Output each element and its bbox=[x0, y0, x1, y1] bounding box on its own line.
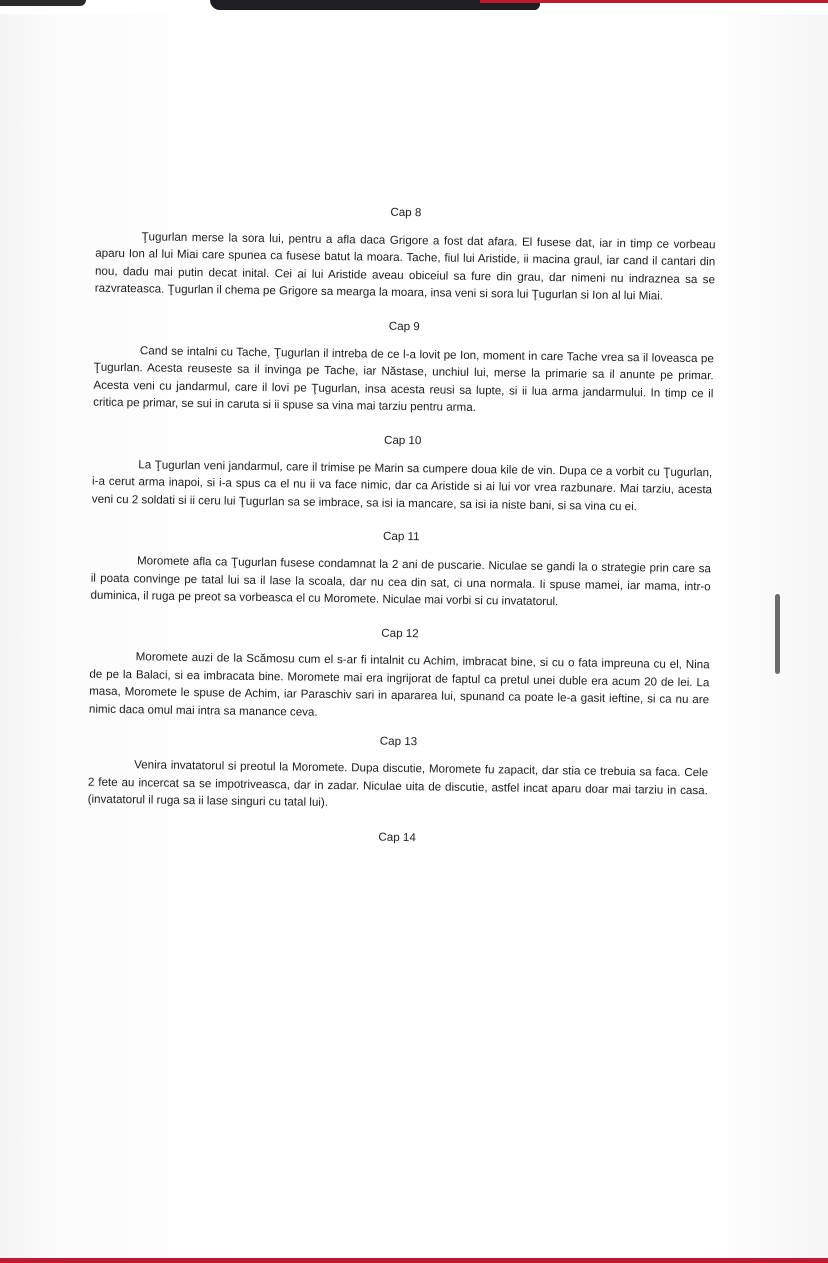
chapter-heading-14: Cap 14 bbox=[378, 830, 416, 845]
chapter-paragraph-13: Venira invatatorul si preotul la Moromete. Dupa discutie, Moromete fu zapacit, dar stia ce trebuia sa faca. Cele 2 fete au incercat sa se impotriveasca, dar in zadar. Niculae uita de discutie, astfel incat aparu doar mai tarziu in casa. (invatatorul il ruga sa ii lase singuri cu tatal lui). bbox=[87, 758, 709, 810]
chapter-heading-10: Cap 10 bbox=[383, 433, 422, 448]
chapter-heading-12: Cap 12 bbox=[381, 626, 419, 640]
chapter-heading-13: Cap 13 bbox=[379, 734, 418, 748]
chapter-paragraph-10: La Ţugurlan veni jandarmul, care il trimise pe Marin sa cumpere doua kile de vin. Dupa ce a vorbit cu Ţugurlan, i-a cerut arma inapoi, si i-a spus ca el nu ii va face nimic, dar ca Aristide si ai lui vor vrea razbunare. Mai tarziu, acesta veni cu 2 soldati si ii ceru lui Ţugurlan sa se imbrace, sa isi ia mancare, sa isi ia niste bani, si sa vina cu ei. bbox=[91, 457, 713, 513]
chapter-heading-9: Cap 9 bbox=[388, 319, 420, 334]
chapter-paragraph-9: Cand se intalni cu Tache, Ţugurlan il intreba de ce l-a lovit pe Ion, moment in care Tache vrea sa il loveasca pe Ţugurlan. Acesta reuseste sa il invinga pe Tache, iar Năstase, unchiul lui, merse la primarie sa il anunte pe primar. Acesta veni cu jandarmul, care il lovi pe Ţugurlan, insa acesta reusi sa lupte, si ii lua arma jandarmului. In timp ce il critica pe primar, se sui in caruta si ii spuse sa vina mai tarziu pentru arma. bbox=[93, 343, 714, 415]
scrollbar-thumb[interactable] bbox=[775, 594, 780, 674]
document-content bbox=[87, 200, 716, 851]
chapter-heading-11: Cap 11 bbox=[382, 530, 420, 544]
top-edge-red-line bbox=[480, 0, 828, 3]
chapter-paragraph-11: Moromete afla ca Ţugurlan fusese condamnat la 2 ani de puscarie. Niculae se gandi la o strategie prin care sa il poata convinge pe tatal lui sa il lase la scoala, dar nu cea din sat, ci una normala. Ii spuse mamei, iar mama, intr-o duminica, il ruga pe preot sa vorbeasca el cu Moromete. Niculae mai vorbi si cu invatatorul. bbox=[90, 554, 712, 609]
top-edge bbox=[0, 0, 828, 14]
chapter-heading-8: Cap 8 bbox=[390, 205, 422, 220]
bottom-edge-red-line bbox=[0, 1258, 828, 1263]
top-edge-dark-strip bbox=[0, 0, 86, 6]
chapter-paragraph-12: Moromete auzi de la Scămosu cum el s-ar fi intalnit cu Achim, imbracat bine, si cu o fata impreuna cu el, Nina de pe la Balaci, si ea imbracata bine. Moromete mai era ingrijorat de faptul ca pretul unei duble era acum 20 de lei. La masa, Moromete le spuse de Achim, iar Paraschiv sari in apararea lui, spunand ca poate le-a gasit ieftine, si ca nu are nimic daca omul mai intra sa manance ceva. bbox=[88, 650, 710, 719]
chapter-paragraph-8: Ţugurlan merse la sora lui, pentru a afla daca Grigore a fost dat afara. El fusese dat, iar in timp ce vorbeau aparu Ion al lui Miai care spunea ca fusese batut la moara. Tache, fiul lui Aristide, ii macina graul, iar cand il cantari din nou, dadu mai putin decat inital. Cei ai lui Aristide aveau obiceiul sa fure din grau, dar nimeni nu indraznea sa se razvrateasca. Ţugurlan il chema pe Grigore sa mearga la moara, insa veni si sora lui Ţugurlan si Ion al lui Miai. bbox=[94, 229, 716, 303]
